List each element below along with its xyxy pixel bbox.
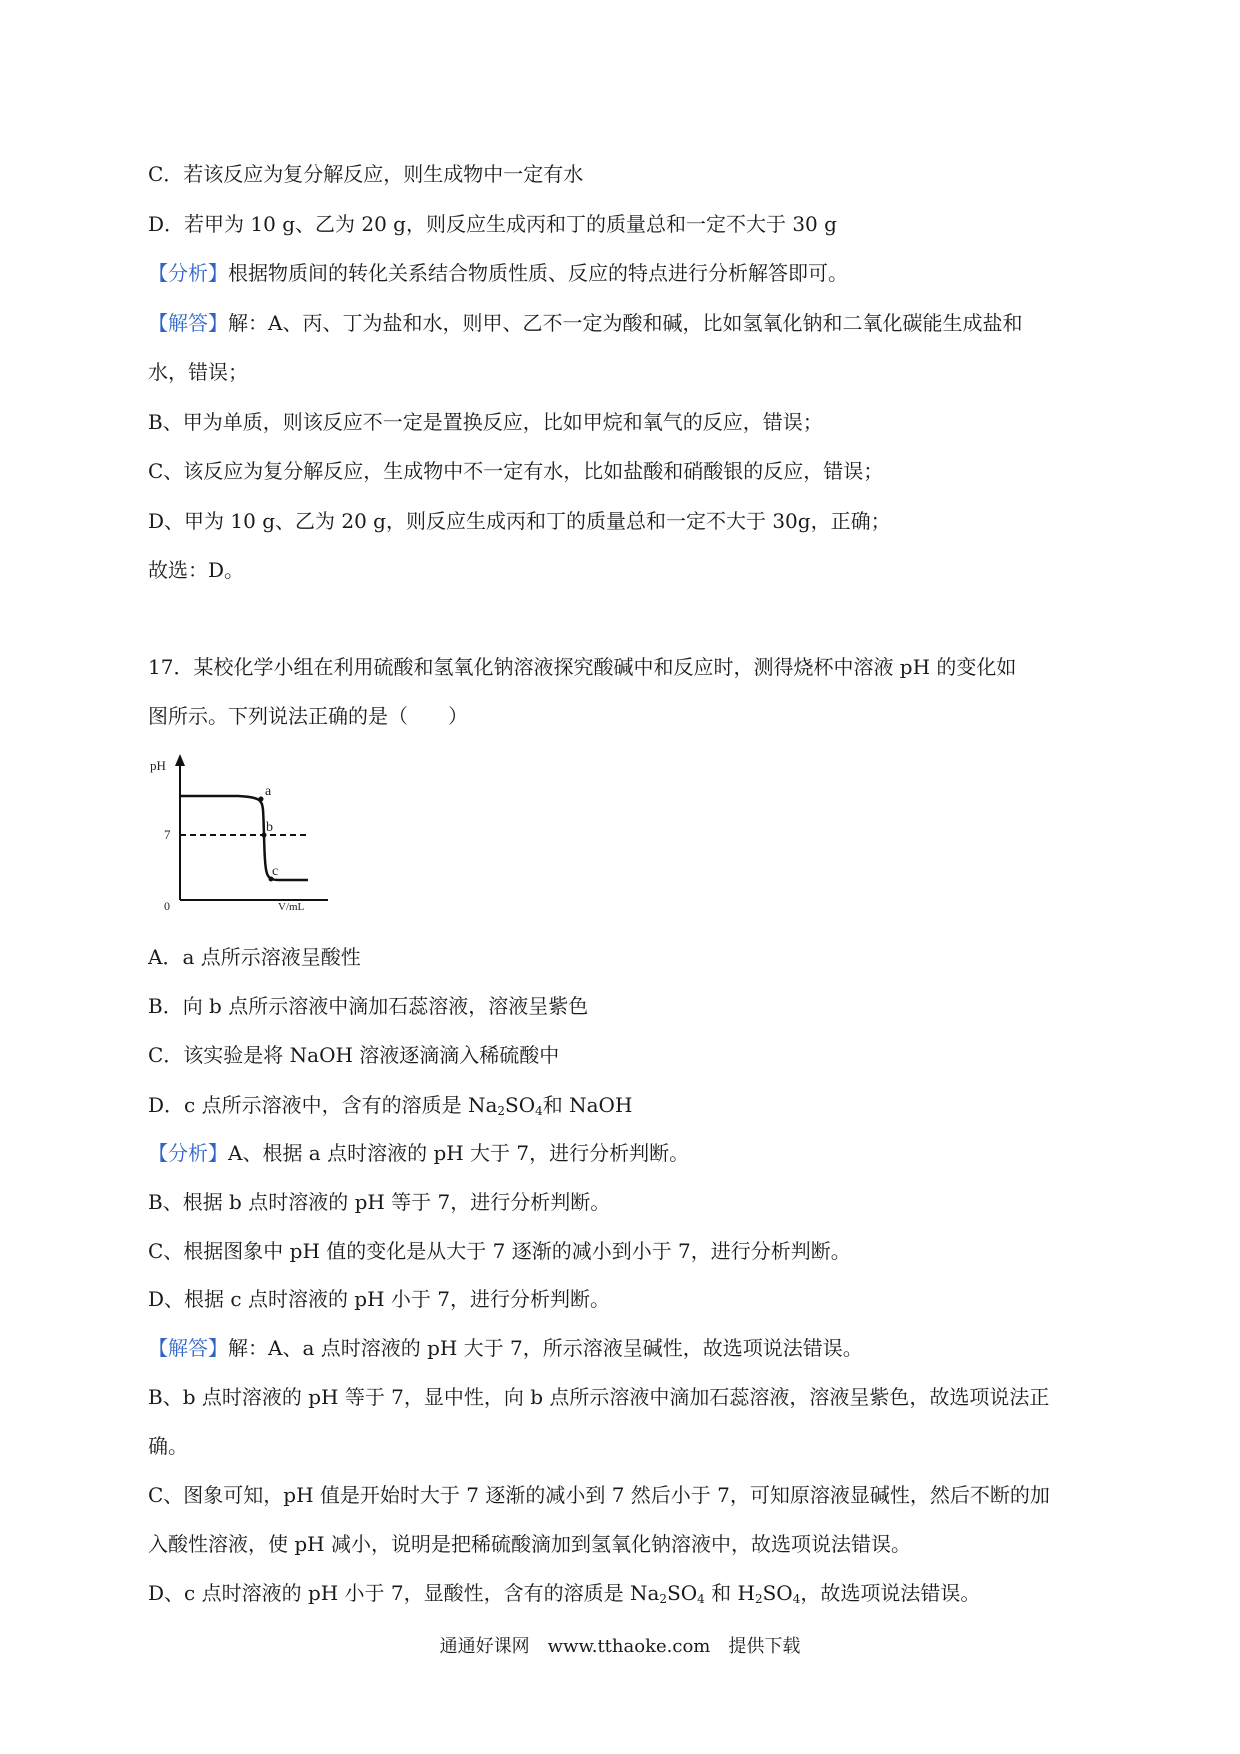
subscript: 4 — [535, 1104, 543, 1118]
q17-answer-b2: 确。 — [148, 1434, 188, 1458]
q16-choice: 故选：D。 — [148, 558, 245, 582]
q17-analysis-d: D、根据 c 点时溶液的 pH 小于 7，进行分析判断。 — [148, 1287, 610, 1311]
q16-option-c: C．若该反应为复分解反应，则生成物中一定有水 — [148, 162, 584, 186]
point-c-label: c — [272, 864, 279, 879]
q16-option-d: D．若甲为 10 g、乙为 20 g，则反应生成丙和丁的质量总和一定不大于 30 g — [148, 212, 837, 236]
analysis-text: A、根据 a 点时溶液的 pH 大于 7，进行分析判断。 — [228, 1141, 690, 1165]
q16-answer-b: B、甲为单质，则该反应不一定是置换反应，比如甲烷和氧气的反应，错误； — [148, 410, 823, 434]
q17-answer-d — [148, 1579, 980, 1607]
q17-answer-c2: 入酸性溶液，使 pH 减小，说明是把稀硫酸滴加到氢氧化钠溶液中，故选项说法错误。 — [148, 1532, 911, 1556]
page-footer: 通通好课网 www.tthaoke.com 提供下载 — [439, 1636, 801, 1657]
answer-tag: 【解答】 — [148, 311, 228, 335]
subscript: 2 — [754, 1592, 763, 1606]
option-d-text: 和 NaOH — [542, 1093, 633, 1117]
answer-text: 解：A、丙、丁为盐和水，则甲、乙不一定为酸和碱，比如氢氧化钠和二氧化碳能生成盐和 — [228, 311, 1023, 335]
q17-option-d — [148, 1091, 632, 1119]
analysis-tag: 【分析】 — [148, 261, 228, 285]
q17-stem-line1: 17．某校化学小组在利用硫酸和氢氧化钠溶液探究酸碱中和反应时，测得烧杯中溶液 pH 的变化如 — [148, 655, 1017, 679]
origin-label: 0 — [164, 899, 170, 912]
answer-d-text: ，故选项说法错误。 — [800, 1581, 981, 1605]
q17-stem-line2: 图所示。下列说法正确的是（ ） — [148, 704, 468, 728]
analysis-tag: 【分析】 — [148, 1141, 228, 1165]
y-axis-label: pH — [150, 758, 166, 773]
y-axis-arrow — [175, 754, 185, 766]
q17-analysis-b: B、根据 b 点时溶液的 pH 等于 7，进行分析判断。 — [148, 1190, 611, 1214]
answer-d-text: 和 H — [704, 1581, 755, 1605]
x-axis-label: V/mL — [278, 901, 305, 912]
q17-answer-b1: B、b 点时溶液的 pH 等于 7，显中性，向 b 点所示溶液中滴加石蕊溶液，溶液呈紫色，故选项说法正 — [148, 1385, 1050, 1409]
subscript: 4 — [697, 1592, 705, 1606]
q17-option-a: A．a 点所示溶液呈酸性 — [148, 945, 361, 969]
analysis-text: 根据物质间的转化关系结合物质性质、反应的特点进行分析解答即可。 — [228, 261, 848, 285]
answer-tag: 【解答】 — [148, 1336, 228, 1360]
answer-d-text: SO — [762, 1581, 793, 1605]
q16-answer-line2: 水，错误； — [148, 360, 248, 384]
subscript: 4 — [792, 1592, 801, 1606]
answer-d-text: D、c 点时溶液的 pH 小于 7，显酸性，含有的溶质是 Na — [148, 1581, 660, 1605]
point-b-label: b — [266, 820, 273, 835]
q16-analysis — [148, 259, 848, 287]
q17-option-b: B．向 b 点所示溶液中滴加石蕊溶液，溶液呈紫色 — [148, 994, 589, 1018]
option-d-text: D．c 点所示溶液中，含有的溶质是 Na — [148, 1093, 498, 1117]
answer-text: 解：A、a 点时溶液的 pH 大于 7，所示溶液呈碱性，故选项说法错误。 — [228, 1336, 863, 1360]
ph-titration-graph — [148, 752, 338, 912]
q16-answer-line1 — [148, 309, 1022, 337]
y-tick-7: 7 — [164, 827, 171, 842]
subscript: 2 — [497, 1104, 506, 1118]
q17-analysis-a — [148, 1139, 689, 1167]
option-d-text: SO — [505, 1093, 536, 1117]
q17-answer-c1: C、图象可知，pH 值是开始时大于 7 逐渐的减小到 7 然后小于 7，可知原溶液显碱性，然后不断的加 — [148, 1483, 1050, 1507]
q17-answer-a — [148, 1334, 863, 1362]
ph-curve — [180, 796, 308, 880]
q17-analysis-c: C、根据图象中 pH 值的变化是从大于 7 逐渐的减小到小于 7，进行分析判断。 — [148, 1239, 851, 1263]
answer-d-text: SO — [667, 1581, 698, 1605]
point-a-label: a — [265, 784, 272, 799]
q16-answer-d: D、甲为 10 g、乙为 20 g，则反应生成丙和丁的质量总和一定不大于 30g，正确； — [148, 509, 891, 533]
q16-answer-c: C、该反应为复分解反应，生成物中不一定有水，比如盐酸和硝酸银的反应，错误； — [148, 459, 884, 483]
q17-option-c: C．该实验是将 NaOH 溶液逐滴滴入稀硫酸中 — [148, 1043, 560, 1067]
subscript: 2 — [659, 1592, 668, 1606]
point-a-marker — [259, 797, 264, 802]
